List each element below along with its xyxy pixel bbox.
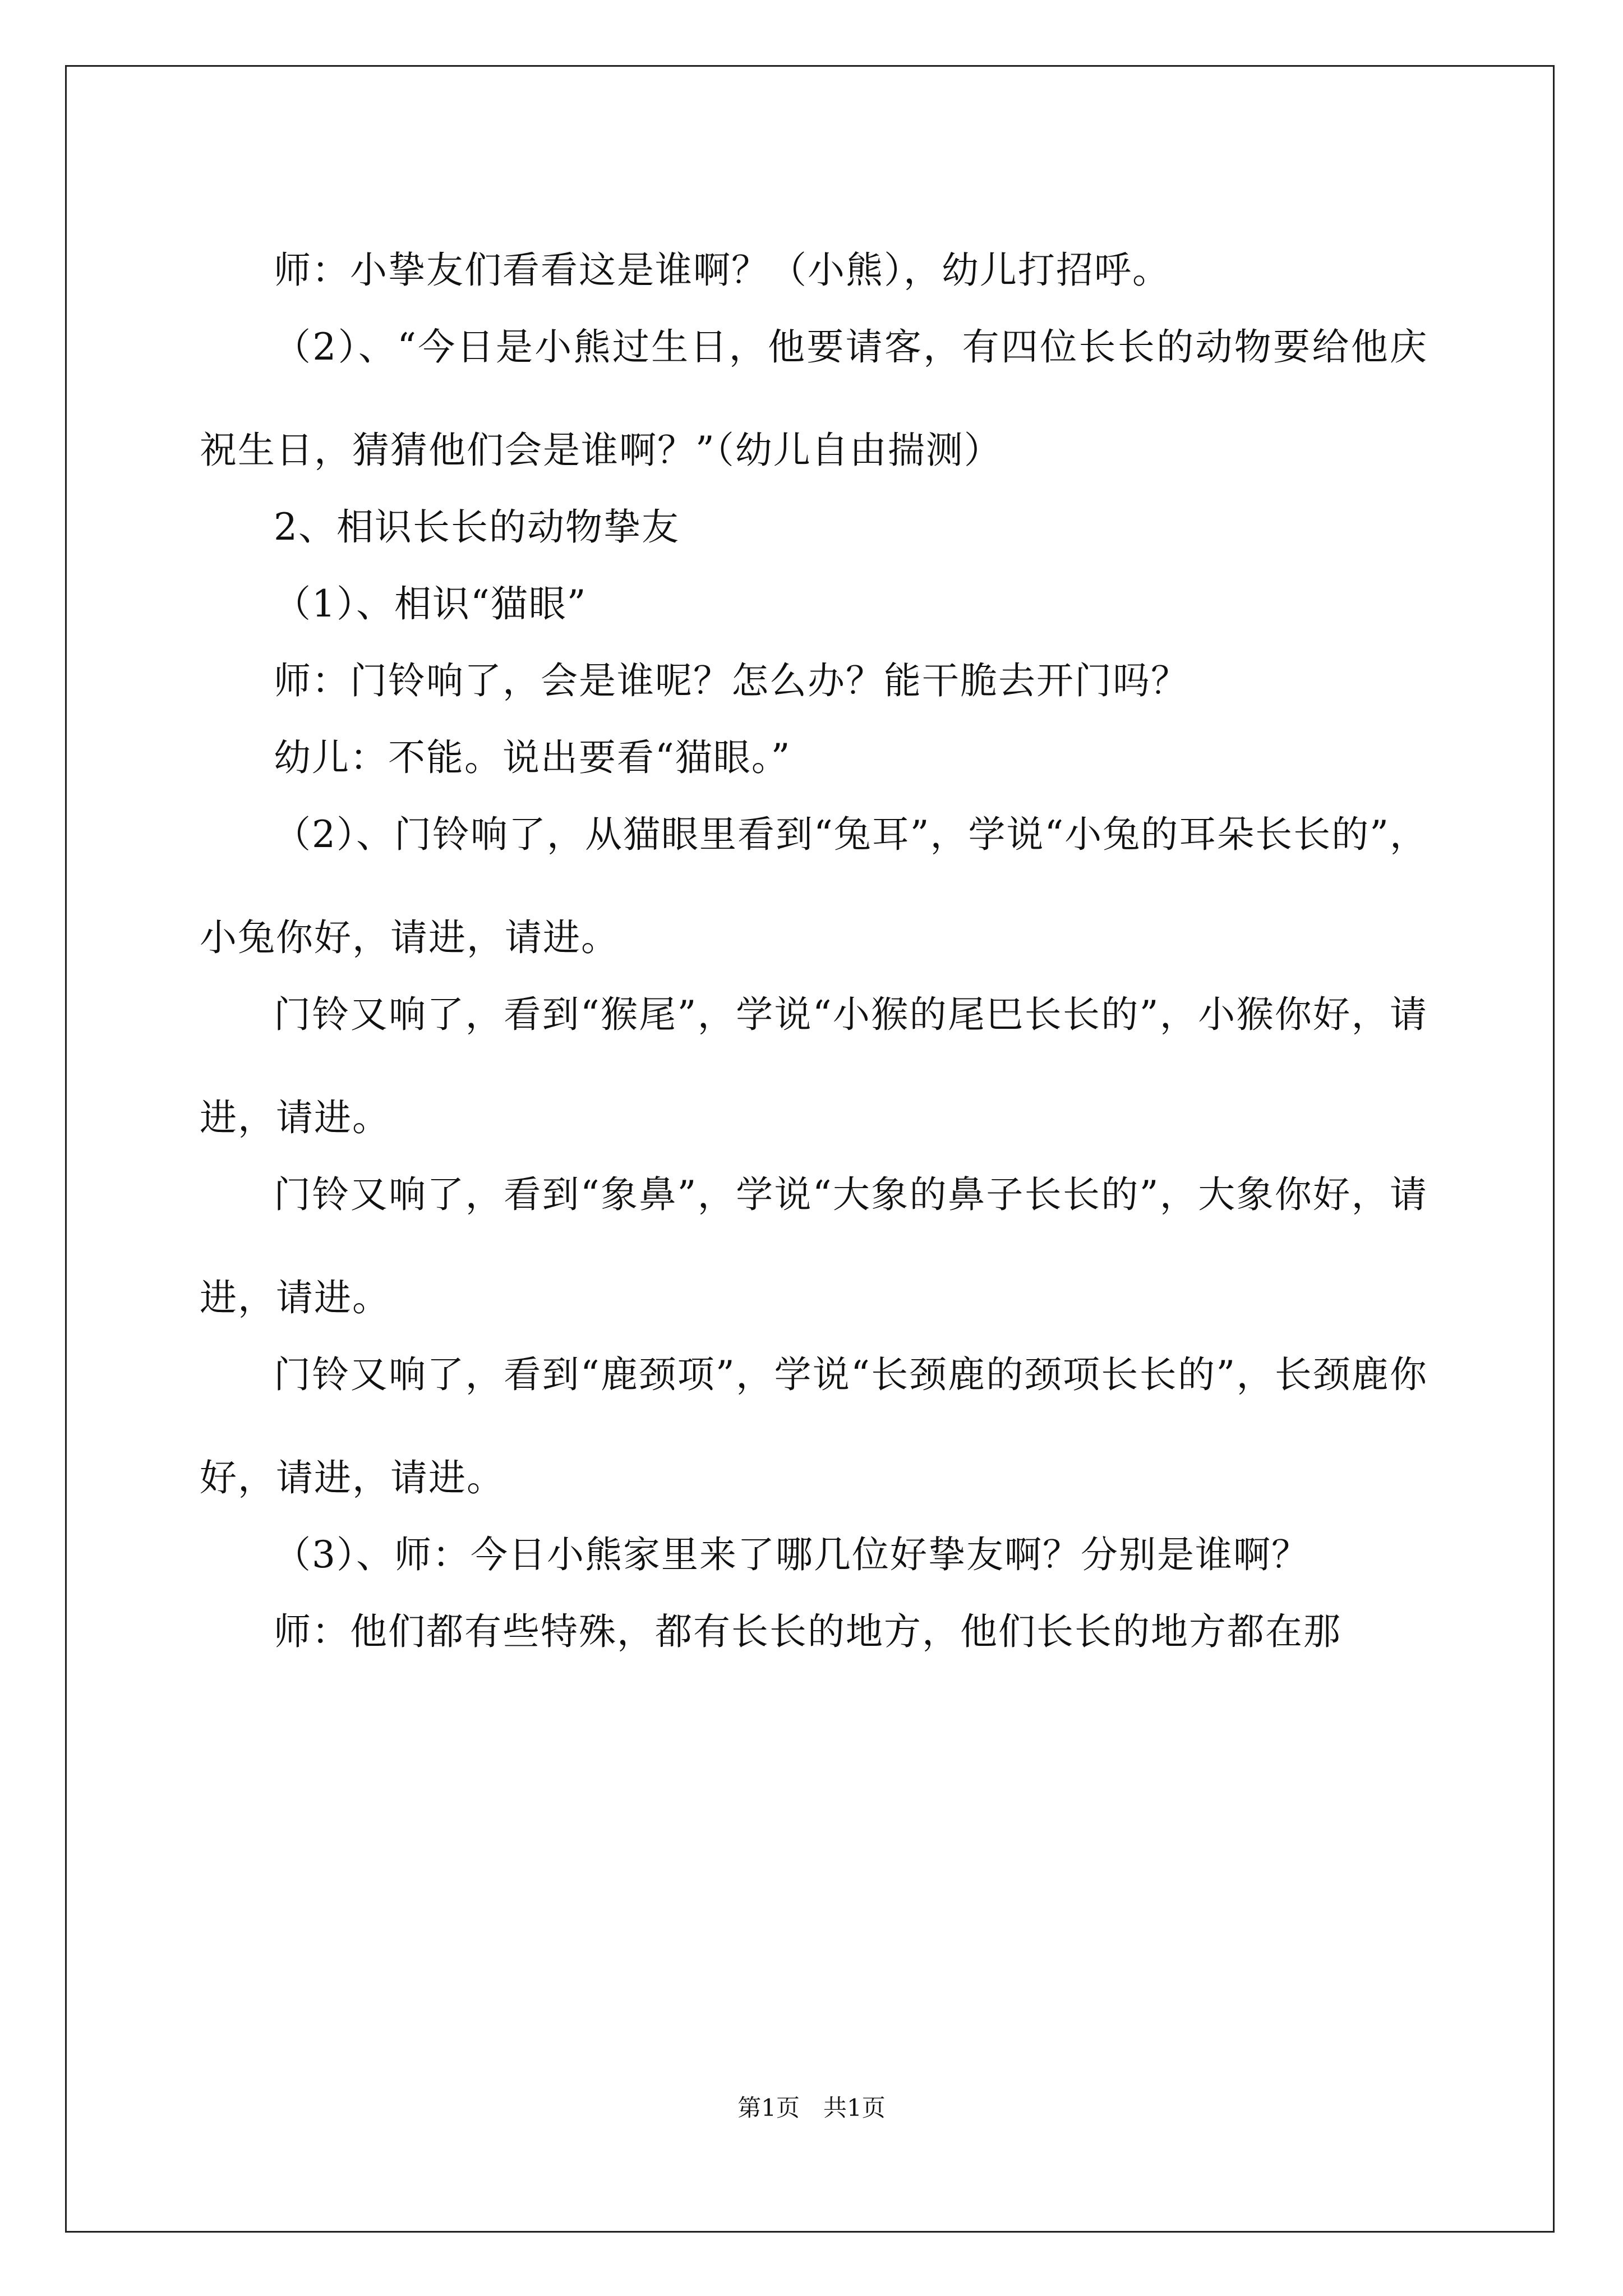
paragraph: 2、相识长长的动物挚友 — [274, 505, 680, 549]
paragraph: （2）、“今日是小熊过生日，他要请客，有四位长长的动物要给他庆祝生日，猜猜他们会是谁啊？”（幼儿自由揣测） — [200, 325, 1428, 472]
paragraph: 师：他们都有些特殊，都有长长的地方，他们长长的地方都在那 — [274, 1610, 1341, 1653]
paragraph: 师：小挚友们看看这是谁啊？（小熊），幼儿打招呼。 — [274, 249, 1170, 292]
paragraph: 师：门铃响了，会是谁呢？怎么办？能干脆去开门吗？ — [274, 659, 1189, 702]
paragraph: （2）、门铃响了，从猫眼里看到“兔耳”，学说“小兔的耳朵长长的”，小兔你好，请进，请进。 — [200, 813, 1428, 959]
paragraph: 门铃又响了，看到“鹿颈项”，学说“长颈鹿的颈项长长的”，长颈鹿你好，请进，请进。 — [200, 1353, 1428, 1499]
page-footer: 第1页 共1页 — [737, 2094, 886, 2122]
paragraph: 幼儿：不能。说出要看“猫眼。” — [274, 736, 791, 779]
paragraph: （3）、师：今日小熊家里来了哪几位好挚友啊？分别是谁啊？ — [274, 1533, 1310, 1576]
paragraph: （1）、相识“猫眼” — [274, 582, 587, 625]
document-body — [200, 219, 1428, 1683]
paragraph: 门铃又响了，看到“猴尾”，学说“小猴的尾巴长长的”，小猴你好，请进，请进。 — [200, 993, 1428, 1139]
paragraph: 门铃又响了，看到“象鼻”，学说“大象的鼻子长长的”，大象你好，请进，请进。 — [200, 1173, 1428, 1319]
